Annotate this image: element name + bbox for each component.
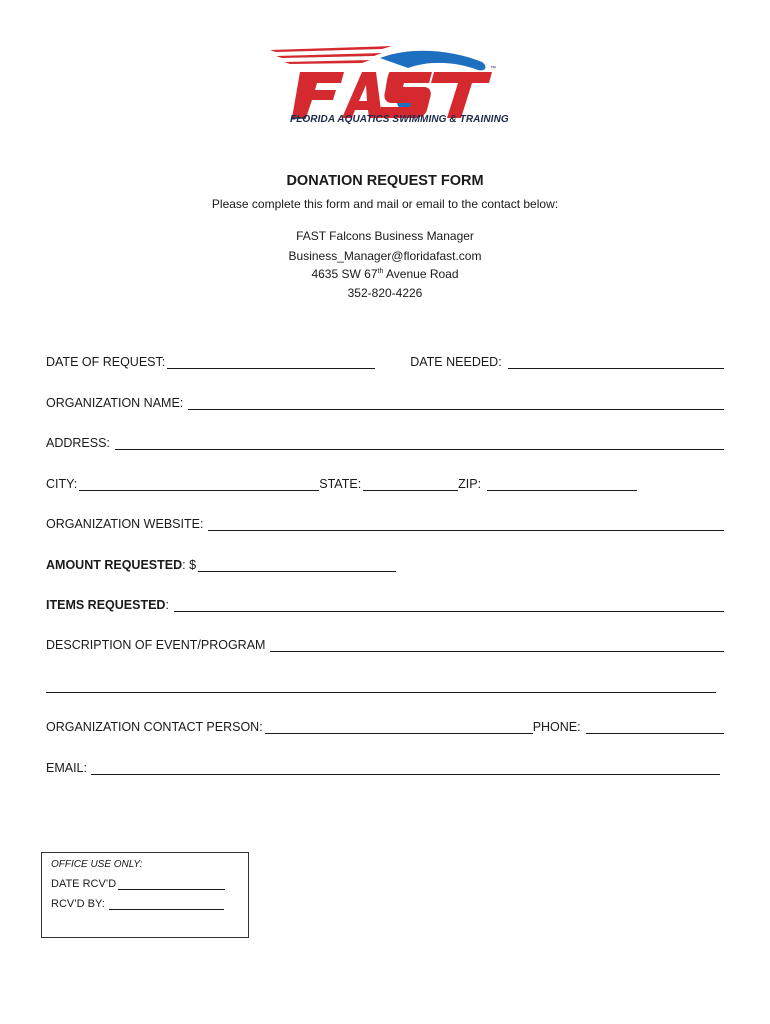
amount-requested-field[interactable] [198, 559, 396, 572]
row-city-state-zip [46, 477, 646, 491]
row-description-continued [46, 680, 716, 693]
description-label: DESCRIPTION OF EVENT/PROGRAM [46, 638, 266, 652]
zip-label: ZIP: [458, 477, 482, 491]
items-requested-label: ITEMS REQUESTED [46, 598, 166, 612]
row-contact-person [46, 720, 724, 734]
email-label: EMAIL: [46, 761, 87, 775]
row-address [46, 436, 724, 450]
fast-logo [262, 40, 507, 135]
office-row-date-rcvd [51, 878, 225, 890]
date-needed-field[interactable] [508, 356, 724, 369]
row-items-requested: ITEMS REQUESTED : [46, 598, 724, 612]
contact-email: Business_Manager@floridafast.com [288, 249, 482, 263]
state-label: STATE: [319, 477, 362, 491]
state-field[interactable] [363, 478, 458, 491]
date-rcvd-label: DATE RCV’D [51, 878, 117, 890]
description-field-line-2[interactable] [46, 680, 716, 693]
row-dates [46, 355, 724, 369]
row-amount-requested: AMOUNT REQUESTED : $ [46, 558, 406, 572]
items-requested-field[interactable] [174, 599, 724, 612]
amount-requested-label: AMOUNT REQUESTED [46, 558, 183, 572]
organization-name-label: ORGANIZATION NAME: [46, 396, 184, 410]
city-label: CITY: [46, 477, 78, 491]
description-field[interactable] [270, 639, 724, 652]
zip-field[interactable] [487, 478, 637, 491]
row-organization-name [46, 396, 724, 410]
rcvd-by-field[interactable] [109, 899, 224, 910]
contact-phone: 352-820-4226 [347, 286, 423, 300]
date-needed-label: DATE NEEDED: [410, 355, 502, 369]
row-organization-website [46, 517, 724, 531]
date-of-request-field[interactable] [167, 356, 375, 369]
contact-person-label: ORGANIZATION CONTACT PERSON: [46, 720, 263, 734]
email-field[interactable] [91, 762, 720, 775]
form-intro: Please complete this form and mail or email to the contact below: [211, 197, 559, 211]
office-use-box [41, 852, 249, 938]
row-email [46, 761, 720, 775]
contact-name: FAST Falcons Business Manager [296, 229, 474, 243]
date-of-request-label: DATE OF REQUEST: [46, 355, 166, 369]
address-label: ADDRESS: [46, 436, 110, 450]
rcvd-by-label: RCV’D BY: [51, 898, 105, 910]
trademark-mark: ™ [490, 66, 496, 72]
office-use-title: OFFICE USE ONLY: [51, 859, 143, 870]
contact-person-field[interactable] [265, 721, 533, 734]
date-rcvd-field[interactable] [118, 879, 225, 890]
organization-website-field[interactable] [208, 518, 724, 531]
phone-field[interactable] [586, 721, 724, 734]
logo-tagline: FLORIDA AQUATICS SWIMMING & TRAINING [290, 114, 509, 125]
organization-name-field[interactable] [188, 397, 724, 410]
office-row-rcvd-by [51, 898, 224, 910]
city-field[interactable] [79, 478, 319, 491]
row-description [46, 638, 724, 652]
form-title: DONATION REQUEST FORM [286, 173, 484, 189]
address-field[interactable] [115, 437, 724, 450]
phone-label: PHONE: [532, 720, 581, 734]
contact-address: 4635 SW 67th Avenue Road [311, 267, 459, 281]
organization-website-label: ORGANIZATION WEBSITE: [46, 517, 204, 531]
